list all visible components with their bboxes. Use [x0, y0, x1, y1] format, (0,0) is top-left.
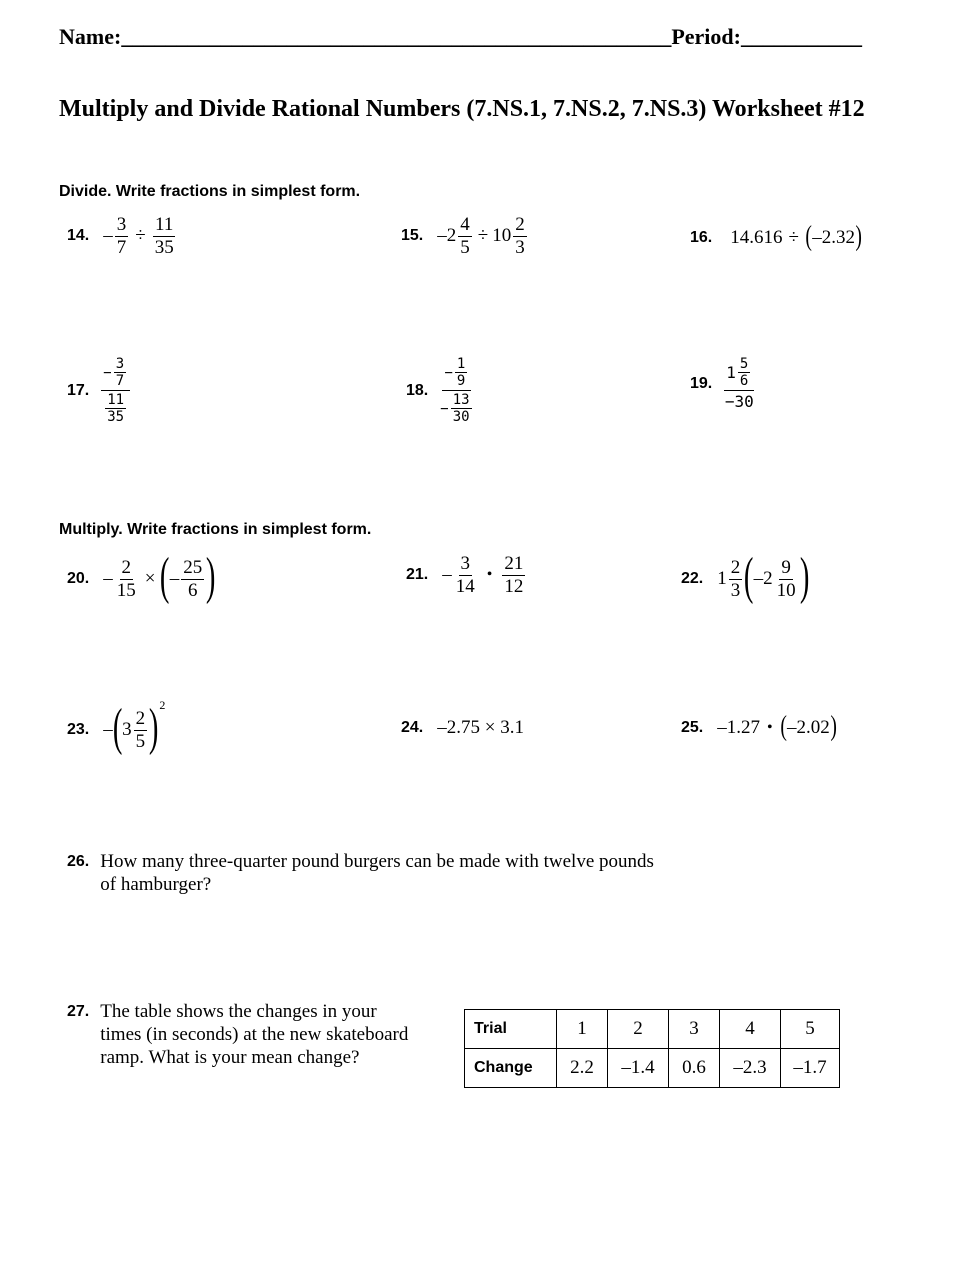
denominator: 14	[455, 575, 475, 597]
table-cell: 1	[557, 1010, 608, 1049]
problem-number: 24.	[401, 719, 424, 736]
problem-22	[681, 548, 810, 605]
whole-number: –2	[753, 568, 773, 589]
complex-numerator	[442, 356, 471, 391]
close-paren: )	[855, 221, 862, 252]
exponent: 2	[159, 698, 166, 712]
worksheet-title: Multiply and Divide Rational Numbers (7.NS.1, 7.NS.2, 7.NS.3) Worksheet #12	[59, 96, 865, 122]
problem-expression	[442, 553, 527, 598]
row-header: Trial	[465, 1010, 557, 1049]
fraction	[502, 553, 525, 598]
problem-19	[690, 356, 754, 411]
table-cell: 0.6	[669, 1049, 720, 1088]
table-cell: 5	[781, 1010, 840, 1049]
problem-expression	[717, 548, 810, 605]
fraction	[115, 557, 138, 602]
table-cell: 3	[669, 1010, 720, 1049]
problem-17	[67, 356, 130, 425]
name-label: Name:	[59, 24, 122, 49]
text-line: times (in seconds) at the new skateboard	[100, 1024, 409, 1045]
table-cell: 2.2	[557, 1049, 608, 1088]
complex-denominator: −30	[724, 392, 754, 412]
multiply-dot-operator: •	[767, 719, 773, 736]
numerator: 2	[121, 556, 131, 578]
numerator: 11	[107, 392, 125, 409]
close-paren: )	[148, 699, 159, 756]
fraction	[729, 557, 743, 602]
multiply-dot-operator: •	[486, 566, 493, 584]
denominator: 5	[460, 236, 470, 258]
open-paren: (	[805, 221, 812, 252]
minus-sign: –	[103, 568, 113, 589]
problem-24	[401, 717, 524, 739]
problem-number: 19.	[690, 374, 713, 392]
fraction	[105, 392, 126, 425]
table-row-change	[465, 1049, 840, 1088]
close-paren: )	[206, 548, 216, 605]
problem-21	[406, 553, 527, 598]
problem-number: 22.	[681, 570, 704, 587]
problem-expression	[730, 221, 862, 252]
row-header: Change	[465, 1049, 557, 1088]
complex-fraction	[101, 356, 130, 425]
whole-number: 3	[122, 719, 132, 740]
table-cell: –1.4	[608, 1049, 669, 1088]
fraction	[458, 214, 472, 259]
word-problem-text	[100, 1000, 408, 1069]
problem-number: 26.	[67, 853, 90, 870]
problem-number: 27.	[67, 1003, 90, 1020]
text-line: ramp. What is your mean change?	[100, 1047, 360, 1068]
dividend: 14.616	[730, 227, 783, 248]
problem-number: 17.	[67, 381, 90, 399]
problem-26	[67, 850, 654, 896]
complex-fraction	[440, 356, 473, 425]
numerator: 21	[504, 553, 524, 574]
open-paren: (	[780, 711, 787, 742]
numerator: 9	[781, 556, 791, 578]
times-operator: ×	[144, 568, 156, 589]
denominator: 30	[452, 409, 470, 426]
problem-25	[681, 711, 837, 742]
table-cell: 4	[720, 1010, 781, 1049]
denominator: 10	[776, 579, 796, 601]
table-cell: –2.3	[720, 1049, 781, 1088]
problem-number: 20.	[67, 570, 90, 587]
problem-14	[67, 214, 178, 259]
denominator: 3	[515, 236, 525, 258]
divide-instructions: Divide. Write fractions in simplest form.	[59, 183, 361, 200]
fraction	[454, 553, 477, 598]
problem-number: 18.	[406, 381, 429, 399]
divide-operator: ÷	[477, 225, 489, 247]
complex-denominator	[103, 391, 128, 425]
fraction	[513, 214, 527, 259]
name-line[interactable]: __________________________________________________	[121, 24, 672, 49]
problem-expression	[103, 698, 166, 756]
complex-fraction	[724, 356, 754, 411]
minus-sign: −	[103, 364, 112, 381]
numerator: 11	[155, 214, 174, 235]
whole-number: 1	[717, 568, 727, 589]
complex-denominator	[440, 391, 473, 425]
problem-expression	[103, 548, 216, 605]
denominator: 35	[154, 236, 174, 258]
numerator: 2	[135, 707, 146, 729]
minus-sign: −	[440, 400, 449, 417]
fraction	[451, 392, 472, 425]
minus-sign: –	[103, 225, 113, 247]
fraction	[181, 557, 204, 602]
problem-16	[690, 221, 862, 252]
numerator: 2	[730, 556, 741, 578]
factor: –1.27	[717, 717, 760, 738]
denominator: 35	[107, 409, 125, 426]
divide-operator: ÷	[788, 227, 799, 248]
changes-table-wrapper	[464, 1009, 840, 1088]
problem-number: 16.	[690, 229, 713, 246]
denominator: 7	[115, 373, 125, 390]
open-paren: (	[112, 699, 123, 756]
problem-expression: –2.75 × 3.1	[437, 717, 524, 738]
fraction	[738, 356, 750, 389]
problem-number: 14.	[67, 227, 90, 245]
close-paren: )	[830, 711, 837, 742]
open-paren: (	[744, 548, 754, 605]
table-cell: 2	[608, 1010, 669, 1049]
denominator: 9	[456, 373, 466, 390]
complex-numerator	[724, 356, 754, 391]
numerator: 4	[460, 214, 470, 235]
multiply-instructions: Multiply. Write fractions in simplest form.	[59, 521, 372, 538]
name-period-header	[59, 24, 862, 50]
problem-expression	[437, 214, 528, 259]
problem-18	[406, 356, 474, 425]
factor: –2.02	[786, 717, 830, 738]
table-cell: –1.7	[781, 1049, 840, 1088]
problem-number: 25.	[681, 719, 704, 736]
fraction	[114, 356, 126, 389]
problem-number: 15.	[401, 227, 424, 245]
table-row-trial	[465, 1010, 840, 1049]
fraction	[134, 708, 148, 753]
word-problem-text	[100, 850, 654, 896]
problem-number: 23.	[67, 721, 90, 738]
problem-15	[401, 214, 529, 259]
problem-expression	[103, 214, 177, 259]
denominator: 7	[116, 236, 127, 258]
fraction	[115, 214, 129, 259]
whole-number: 10	[492, 225, 512, 247]
fraction	[775, 557, 798, 602]
close-paren: )	[799, 548, 810, 605]
whole-number: 1	[726, 363, 736, 383]
minus-sign: −	[444, 364, 453, 381]
numerator: 13	[452, 392, 470, 409]
minus-sign: –	[103, 719, 113, 740]
denominator: 3	[730, 579, 741, 601]
numerator: 1	[456, 356, 466, 372]
problem-27	[67, 1000, 408, 1069]
numerator: 5	[739, 356, 749, 372]
problem-expression	[717, 711, 837, 742]
period-label: Period:	[671, 24, 741, 49]
minus-sign: –	[169, 568, 180, 589]
text-line: of hamburger?	[100, 874, 212, 895]
fraction	[153, 214, 176, 259]
denominator: 15	[116, 579, 136, 601]
problem-number: 21.	[406, 566, 429, 584]
numerator: 2	[515, 214, 525, 235]
problem-23	[67, 698, 166, 756]
divide-operator: ÷	[135, 225, 146, 247]
divisor: –2.32	[812, 227, 856, 248]
denominator: 6	[188, 579, 198, 601]
text-line: How many three-quarter pound burgers can be made with twelve pounds	[100, 851, 654, 872]
text-line: The table shows the changes in your	[100, 1001, 377, 1022]
numerator: 25	[183, 556, 203, 578]
denominator: 6	[739, 373, 749, 390]
minus-sign: –	[442, 564, 452, 586]
whole-number: –2	[437, 225, 457, 247]
fraction	[455, 356, 467, 389]
numerator: 3	[460, 553, 470, 574]
complex-numerator	[101, 356, 130, 391]
changes-table	[464, 1009, 840, 1088]
denominator: 12	[504, 575, 524, 597]
numerator: 3	[116, 214, 127, 235]
period-line[interactable]: ___________	[740, 24, 862, 49]
denominator: 5	[135, 730, 146, 752]
numerator: 3	[115, 356, 125, 372]
problem-20	[67, 548, 216, 605]
open-paren: (	[160, 548, 170, 605]
